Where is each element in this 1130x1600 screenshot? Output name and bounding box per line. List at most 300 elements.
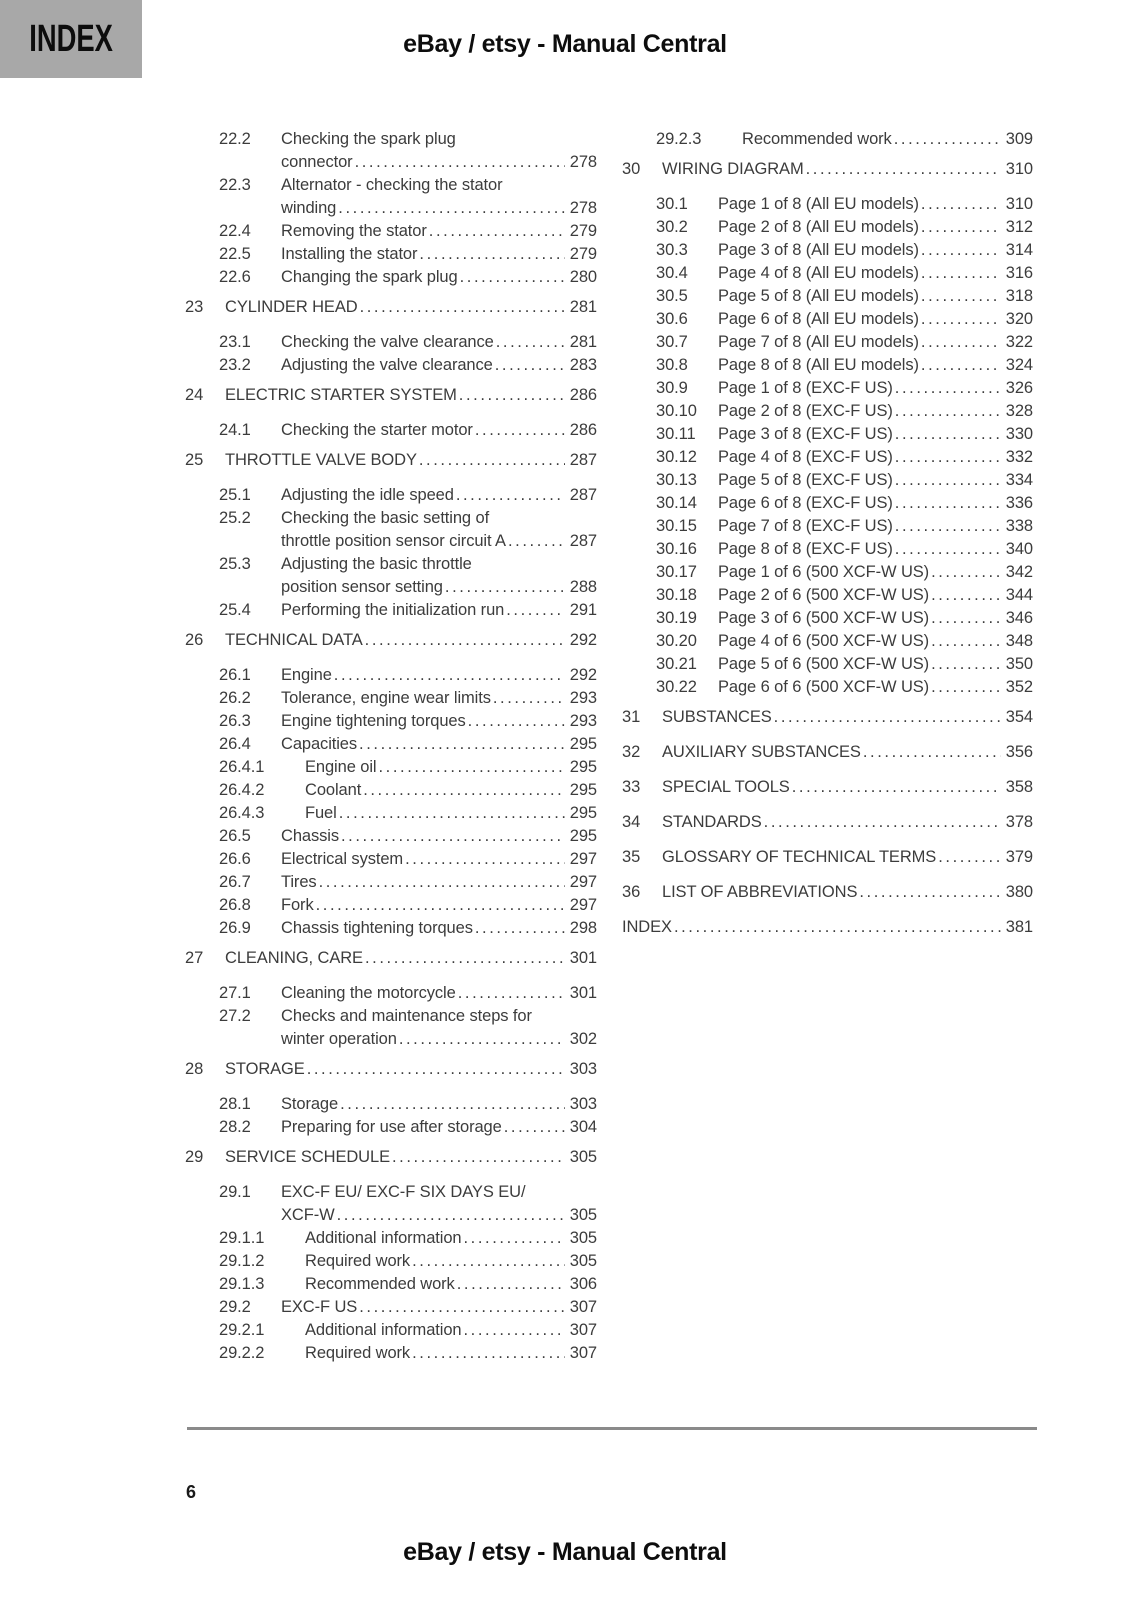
toc-entry-lastline <box>718 584 1033 607</box>
toc-entry-body <box>742 128 1033 151</box>
toc-entry-lastline <box>718 630 1033 653</box>
toc-entry-body <box>305 756 597 779</box>
toc-entry <box>185 802 597 825</box>
toc-leader-dots <box>895 492 1001 515</box>
toc-entry-lastline <box>281 848 597 871</box>
toc-page-number: 310 <box>1005 160 1033 178</box>
toc-leader-dots <box>316 894 565 917</box>
toc-entry-title: Page 5 of 6 (500 XCF-W US) <box>718 655 930 673</box>
toc-page-number: 295 <box>569 735 597 753</box>
toc-entry-lastline <box>281 576 597 599</box>
toc-page-number: 295 <box>569 758 597 776</box>
toc-entry-title: Page 8 of 8 (All EU models) <box>718 356 919 374</box>
toc-entry-title: Installing the stator <box>281 245 418 263</box>
toc-entry-number: 30.18 <box>656 586 697 604</box>
toc-entry-lastline <box>281 243 597 266</box>
toc-entry-body <box>225 1146 597 1169</box>
toc-entry <box>185 1273 597 1296</box>
toc-page-number: 295 <box>569 804 597 822</box>
toc-entry <box>622 469 1033 492</box>
toc-entry-lastline <box>718 492 1033 515</box>
toc-entry-body <box>662 846 1033 869</box>
toc-entry-number: 23 <box>185 298 204 316</box>
toc-entry-number: 22.6 <box>219 268 251 286</box>
toc-entry-number: 23.2 <box>219 356 251 374</box>
toc-entry-lastline <box>742 128 1033 151</box>
toc-entry-title: Page 2 of 6 (500 XCF-W US) <box>718 586 930 604</box>
toc-entry-body <box>718 653 1033 676</box>
toc-entry-number: 29.2.2 <box>219 1344 265 1362</box>
toc-entry-body <box>281 1093 597 1116</box>
toc-leader-dots <box>921 354 1001 377</box>
toc-leader-dots <box>931 561 1001 584</box>
toc-leader-dots <box>921 193 1001 216</box>
toc-leader-dots <box>895 377 1001 400</box>
toc-leader-dots <box>863 741 1001 764</box>
toc-page-number: 305 <box>569 1229 597 1247</box>
toc-entry-number: 30.6 <box>656 310 688 328</box>
toc-page-number: 314 <box>1005 241 1033 259</box>
toc-leader-dots <box>674 916 1001 939</box>
toc-entry <box>185 1181 597 1227</box>
toc-page-number: 307 <box>569 1344 597 1362</box>
toc-entry <box>185 710 597 733</box>
toc-entry <box>622 285 1033 308</box>
toc-page-number: 297 <box>569 850 597 868</box>
toc-entry-title: Tolerance, engine wear limits <box>281 689 491 707</box>
toc-leader-dots <box>460 266 565 289</box>
toc-entry <box>185 1296 597 1319</box>
toc-leader-dots <box>359 1296 565 1319</box>
toc-entry-title: Page 4 of 8 (All EU models) <box>718 264 919 282</box>
toc-leader-dots <box>412 1342 565 1365</box>
toc-leader-dots <box>355 151 565 174</box>
toc-entry-number: 26.4.1 <box>219 758 265 776</box>
toc-entry <box>622 676 1033 699</box>
toc-entry-number: 30.22 <box>656 678 697 696</box>
toc-entry-title: Page 6 of 8 (EXC-F US) <box>718 494 893 512</box>
toc-entry-title: Performing the initialization run <box>281 601 505 619</box>
toc-entry-number: 27.1 <box>219 984 251 1002</box>
toc-entry-lastline <box>718 423 1033 446</box>
toc-entry-title: Coolant <box>305 781 362 799</box>
toc-entry-title: SUBSTANCES <box>662 708 772 726</box>
toc-entry <box>622 239 1033 262</box>
toc-entry-title: Page 2 of 8 (All EU models) <box>718 218 919 236</box>
toc-entry-lastline <box>305 1342 597 1365</box>
toc-entry <box>185 484 597 507</box>
toc-entry-line: Alternator - checking the stator <box>281 176 503 194</box>
toc-page-number: 350 <box>1005 655 1033 673</box>
toc-leader-dots <box>341 825 565 848</box>
toc-page-number: 303 <box>569 1095 597 1113</box>
toc-entry-lastline <box>281 599 597 622</box>
toc-entry-body <box>281 599 597 622</box>
toc-entry <box>185 917 597 940</box>
toc-entry-number: 25.1 <box>219 486 251 504</box>
toc-entry-lastline <box>718 285 1033 308</box>
toc-entry-number: 26.8 <box>219 896 251 914</box>
toc-page-number: 278 <box>569 199 597 217</box>
toc-entry <box>622 308 1033 331</box>
toc-leader-dots <box>456 484 565 507</box>
toc-entry <box>622 846 1033 869</box>
toc-leader-dots <box>921 285 1001 308</box>
toc-entry <box>185 756 597 779</box>
toc-entry <box>185 629 597 652</box>
toc-leader-dots <box>895 423 1001 446</box>
toc-entry <box>185 220 597 243</box>
toc-entry-number: 29.1 <box>219 1183 251 1201</box>
toc-page-number: 293 <box>569 712 597 730</box>
toc-page-number: 302 <box>569 1030 597 1048</box>
toc-entry-lastline <box>281 1093 597 1116</box>
toc-page-number: 292 <box>569 666 597 684</box>
toc-entry-body <box>305 1273 597 1296</box>
toc-page-number: 288 <box>569 578 597 596</box>
toc-entry-lastline <box>281 894 597 917</box>
toc-entry-number: 31 <box>622 708 641 726</box>
toc-entry-lastline <box>305 779 597 802</box>
toc-page-number: 292 <box>569 631 597 649</box>
toc-entry-body <box>281 1005 597 1051</box>
toc-entry-number: 30.21 <box>656 655 697 673</box>
toc-entry-number: 24.1 <box>219 421 251 439</box>
toc-entry-number: 30.1 <box>656 195 688 213</box>
toc-entry <box>185 128 597 174</box>
toc-page-number: 301 <box>569 949 597 967</box>
toc-entry-body <box>281 710 597 733</box>
toc-page-number: 287 <box>569 486 597 504</box>
toc-page-number: 348 <box>1005 632 1033 650</box>
toc-entry <box>622 128 1033 151</box>
toc-entry-lastline <box>305 1319 597 1342</box>
toc-entry <box>185 449 597 472</box>
toc-entry-lastline <box>281 825 597 848</box>
toc-leader-dots <box>399 1028 565 1051</box>
toc-entry <box>185 733 597 756</box>
toc-entry-title: Chassis <box>281 827 339 845</box>
toc-entry-title: Adjusting the valve clearance <box>281 356 493 374</box>
toc-entry-number: 36 <box>622 883 641 901</box>
toc-column-right <box>622 128 1033 951</box>
toc-entry-body <box>281 174 597 220</box>
toc-page-number: 298 <box>569 919 597 937</box>
toc-entry-body <box>281 825 597 848</box>
toc-entry-title: Checking the valve clearance <box>281 333 494 351</box>
toc-entry-body <box>281 1116 597 1139</box>
toc-entry-body <box>281 553 597 599</box>
toc-entry-line: Adjusting the basic throttle <box>281 555 472 573</box>
toc-entry-title: Engine tightening torques <box>281 712 466 730</box>
toc-leader-dots <box>463 1227 564 1250</box>
toc-entry <box>622 193 1033 216</box>
toc-leader-dots <box>365 629 565 652</box>
toc-leader-dots <box>468 710 565 733</box>
toc-entry-body <box>718 400 1033 423</box>
toc-entry-body <box>305 1250 597 1273</box>
toc-entry <box>622 881 1033 904</box>
toc-entry-body <box>281 894 597 917</box>
toc-entry-number: 28.1 <box>219 1095 251 1113</box>
toc-entry-title: Required work <box>305 1344 411 1362</box>
toc-entry-lastline <box>718 561 1033 584</box>
toc-entry-title: Fork <box>281 896 314 914</box>
toc-leader-dots <box>475 419 565 442</box>
toc-entry-title: STORAGE <box>225 1060 305 1078</box>
toc-entry-title: Page 3 of 6 (500 XCF-W US) <box>718 609 930 627</box>
toc-entry <box>185 779 597 802</box>
toc-entry-lastline <box>718 239 1033 262</box>
toc-entry-lastline <box>305 1273 597 1296</box>
toc-entry-lastline <box>225 1058 597 1081</box>
toc-page-number: 342 <box>1005 563 1033 581</box>
toc-leader-dots <box>419 449 565 472</box>
toc-entry-lastline <box>225 296 597 319</box>
toc-entry-body <box>281 982 597 1005</box>
toc-entry-number: 30.3 <box>656 241 688 259</box>
footer-page-number: 6 <box>186 1482 197 1502</box>
toc-entry-lastline <box>281 733 597 756</box>
toc-entry-title: Page 4 of 6 (500 XCF-W US) <box>718 632 930 650</box>
toc-leader-dots <box>894 128 1001 151</box>
toc-page-number: 336 <box>1005 494 1033 512</box>
toc-page-number: 305 <box>569 1206 597 1224</box>
toc-entry-lastline <box>662 881 1033 904</box>
toc-entry <box>622 331 1033 354</box>
toc-entry-number: 30 <box>622 160 641 178</box>
toc-entry-number: 30.9 <box>656 379 688 397</box>
toc-entry-body <box>662 741 1033 764</box>
toc-page-number: 309 <box>1005 130 1033 148</box>
toc-entry-lastline <box>622 916 1033 939</box>
toc-entry-body <box>281 128 597 174</box>
toc-entry-title: Page 3 of 8 (EXC-F US) <box>718 425 893 443</box>
toc-entry <box>622 538 1033 561</box>
toc-entry-body <box>281 733 597 756</box>
toc-entry-line: Checking the spark plug <box>281 130 456 148</box>
toc-entry-lastline <box>281 1028 597 1051</box>
toc-entry-lastline <box>718 515 1033 538</box>
toc-entry-number: 29.1.3 <box>219 1275 265 1293</box>
toc-page-number: 310 <box>1005 195 1033 213</box>
toc-entry-body <box>225 449 597 472</box>
toc-entry-body <box>281 848 597 871</box>
toc-entry-title: Page 6 of 6 (500 XCF-W US) <box>718 678 930 696</box>
toc-leader-dots <box>319 871 565 894</box>
toc-entry-body <box>281 354 597 377</box>
toc-entry-number: 22.4 <box>219 222 251 240</box>
toc-entry <box>185 894 597 917</box>
toc-entry-body <box>305 1342 597 1365</box>
toc-entry-body <box>281 917 597 940</box>
toc-entry-title: Page 2 of 8 (EXC-F US) <box>718 402 893 420</box>
toc-leader-dots <box>363 779 565 802</box>
toc-entry-body <box>305 1319 597 1342</box>
toc-entry-number: 29.2.3 <box>656 130 702 148</box>
toc-entry-body <box>305 779 597 802</box>
toc-entry <box>185 848 597 871</box>
toc-entry-body <box>662 881 1033 904</box>
toc-leader-dots <box>806 158 1001 181</box>
toc-leader-dots <box>508 530 565 553</box>
toc-leader-dots <box>340 1093 565 1116</box>
toc-entry-lastline <box>662 846 1033 869</box>
toc-entry-number: 30.2 <box>656 218 688 236</box>
toc-entry-lastline <box>305 1250 597 1273</box>
toc-page-number: 379 <box>1005 848 1033 866</box>
toc-entry <box>622 400 1033 423</box>
toc-entry-body <box>718 607 1033 630</box>
toc-entry-number: 30.5 <box>656 287 688 305</box>
toc-entry-title: XCF-W <box>281 1206 335 1224</box>
toc-leader-dots <box>493 687 565 710</box>
toc-entry-body <box>305 1227 597 1250</box>
toc-entry-lastline <box>281 530 597 553</box>
toc-entry-title: Checking the starter motor <box>281 421 473 439</box>
toc-entry-body <box>281 243 597 266</box>
toc-entry-body <box>718 469 1033 492</box>
toc-entry-title: Recommended work <box>305 1275 455 1293</box>
toc-page-number: 354 <box>1005 708 1033 726</box>
toc-entry-title: Removing the stator <box>281 222 427 240</box>
toc-entry-body <box>718 538 1033 561</box>
toc-entry <box>622 776 1033 799</box>
toc-leader-dots <box>429 220 565 243</box>
toc-entry-lastline <box>281 419 597 442</box>
toc-entry <box>622 561 1033 584</box>
toc-leader-dots <box>392 1146 565 1169</box>
toc-entry-lastline <box>225 384 597 407</box>
toc-entry <box>185 384 597 407</box>
toc-leader-dots <box>307 1058 565 1081</box>
toc-page-number: 307 <box>569 1321 597 1339</box>
toc-entry-title: INDEX <box>622 918 672 936</box>
toc-entry-title: Tires <box>281 873 317 891</box>
toc-entry-title: Adjusting the idle speed <box>281 486 454 504</box>
toc-entry-lastline <box>281 331 597 354</box>
toc-entry-line: Checking the basic setting of <box>281 509 490 527</box>
toc-entry-lastline <box>718 446 1033 469</box>
toc-page-number: 304 <box>569 1118 597 1136</box>
toc-page-number: 279 <box>569 245 597 263</box>
toc-entry-title: winter operation <box>281 1030 397 1048</box>
toc-entry <box>185 243 597 266</box>
toc-leader-dots <box>360 296 565 319</box>
toc-leader-dots <box>339 802 565 825</box>
toc-entry-lastline <box>281 151 597 174</box>
toc-entry-number: 35 <box>622 848 641 866</box>
toc-entry-number: 32 <box>622 743 641 761</box>
toc-leader-dots <box>931 584 1001 607</box>
toc-entry-lastline <box>225 449 597 472</box>
toc-entry <box>185 687 597 710</box>
toc-entry-title: Recommended work <box>742 130 892 148</box>
toc-leader-dots <box>931 676 1001 699</box>
toc-leader-dots <box>496 331 565 354</box>
toc-entry-lastline <box>281 687 597 710</box>
toc-entry-body <box>225 296 597 319</box>
toc-entry-number: 25.3 <box>219 555 251 573</box>
toc-page-number: 278 <box>569 153 597 171</box>
toc-entry-lastline <box>225 947 597 970</box>
toc-entry-title: winding <box>281 199 337 217</box>
toc-entry-number: 30.11 <box>656 425 696 443</box>
toc-entry-title: SERVICE SCHEDULE <box>225 1148 390 1166</box>
toc-entry-title: Engine <box>281 666 332 684</box>
toc-entry-title: Page 6 of 8 (All EU models) <box>718 310 919 328</box>
toc-entry-number: 29.1.2 <box>219 1252 265 1270</box>
toc-entry-body <box>662 776 1033 799</box>
toc-page-number: 281 <box>569 333 597 351</box>
toc-leader-dots <box>859 881 1000 904</box>
toc-entry-body <box>225 947 597 970</box>
toc-entry <box>622 262 1033 285</box>
toc-entry-number: 26.3 <box>219 712 251 730</box>
toc-entry-number: 26.2 <box>219 689 251 707</box>
toc-entry-title: Capacities <box>281 735 358 753</box>
toc-page-number: 378 <box>1005 813 1033 831</box>
toc-entry-body <box>718 239 1033 262</box>
toc-entry-title: Fuel <box>305 804 337 822</box>
toc-leader-dots <box>895 469 1001 492</box>
toc-entry-body <box>718 308 1033 331</box>
toc-entry-lastline <box>281 982 597 1005</box>
toc-entry-body <box>718 262 1033 285</box>
toc-leader-dots <box>931 630 1001 653</box>
toc-entry-title: Page 8 of 8 (EXC-F US) <box>718 540 893 558</box>
toc-entry <box>185 354 597 377</box>
toc-entry-number: 26.6 <box>219 850 251 868</box>
toc-page-number: 307 <box>569 1298 597 1316</box>
toc-entry-title: Preparing for use after storage <box>281 1118 502 1136</box>
toc-entry-number: 27 <box>185 949 204 967</box>
toc-entry-number: 22.5 <box>219 245 251 263</box>
toc-leader-dots <box>365 947 565 970</box>
toc-page-number: 326 <box>1005 379 1033 397</box>
toc-entry-lastline <box>718 538 1033 561</box>
toc-entry-lastline <box>662 776 1033 799</box>
toc-entry-title: Engine oil <box>305 758 377 776</box>
toc-leader-dots <box>463 1319 564 1342</box>
toc-entry-number: 26.9 <box>219 919 251 937</box>
toc-leader-dots <box>458 982 565 1005</box>
toc-entry-body <box>718 423 1033 446</box>
toc-entry-title: Changing the spark plug <box>281 268 458 286</box>
toc-entry-number: 25 <box>185 451 204 469</box>
toc-entry <box>622 216 1033 239</box>
toc-entry <box>622 706 1033 729</box>
toc-entry-line: EXC-F EU/ EXC-F SIX DAYS EU/ <box>281 1183 526 1201</box>
toc-entry-title: Page 7 of 8 (EXC-F US) <box>718 517 893 535</box>
toc-page-number: 344 <box>1005 586 1033 604</box>
toc-entry-title: CYLINDER HEAD <box>225 298 358 316</box>
toc-entry-title: Page 4 of 8 (EXC-F US) <box>718 448 893 466</box>
toc-entry <box>185 266 597 289</box>
toc-page-number: 287 <box>569 532 597 550</box>
toc-entry <box>622 354 1033 377</box>
toc-entry-body <box>718 584 1033 607</box>
toc-entry-number: 30.4 <box>656 264 688 282</box>
toc-entry-title: THROTTLE VALVE BODY <box>225 451 417 469</box>
toc-page-number: 330 <box>1005 425 1033 443</box>
toc-entry-body <box>281 687 597 710</box>
toc-entry-title: EXC-F US <box>281 1298 358 1316</box>
toc-page-number: 338 <box>1005 517 1033 535</box>
toc-entry-number: 33 <box>622 778 641 796</box>
toc-entry-body <box>718 561 1033 584</box>
toc-entry-body <box>718 492 1033 515</box>
